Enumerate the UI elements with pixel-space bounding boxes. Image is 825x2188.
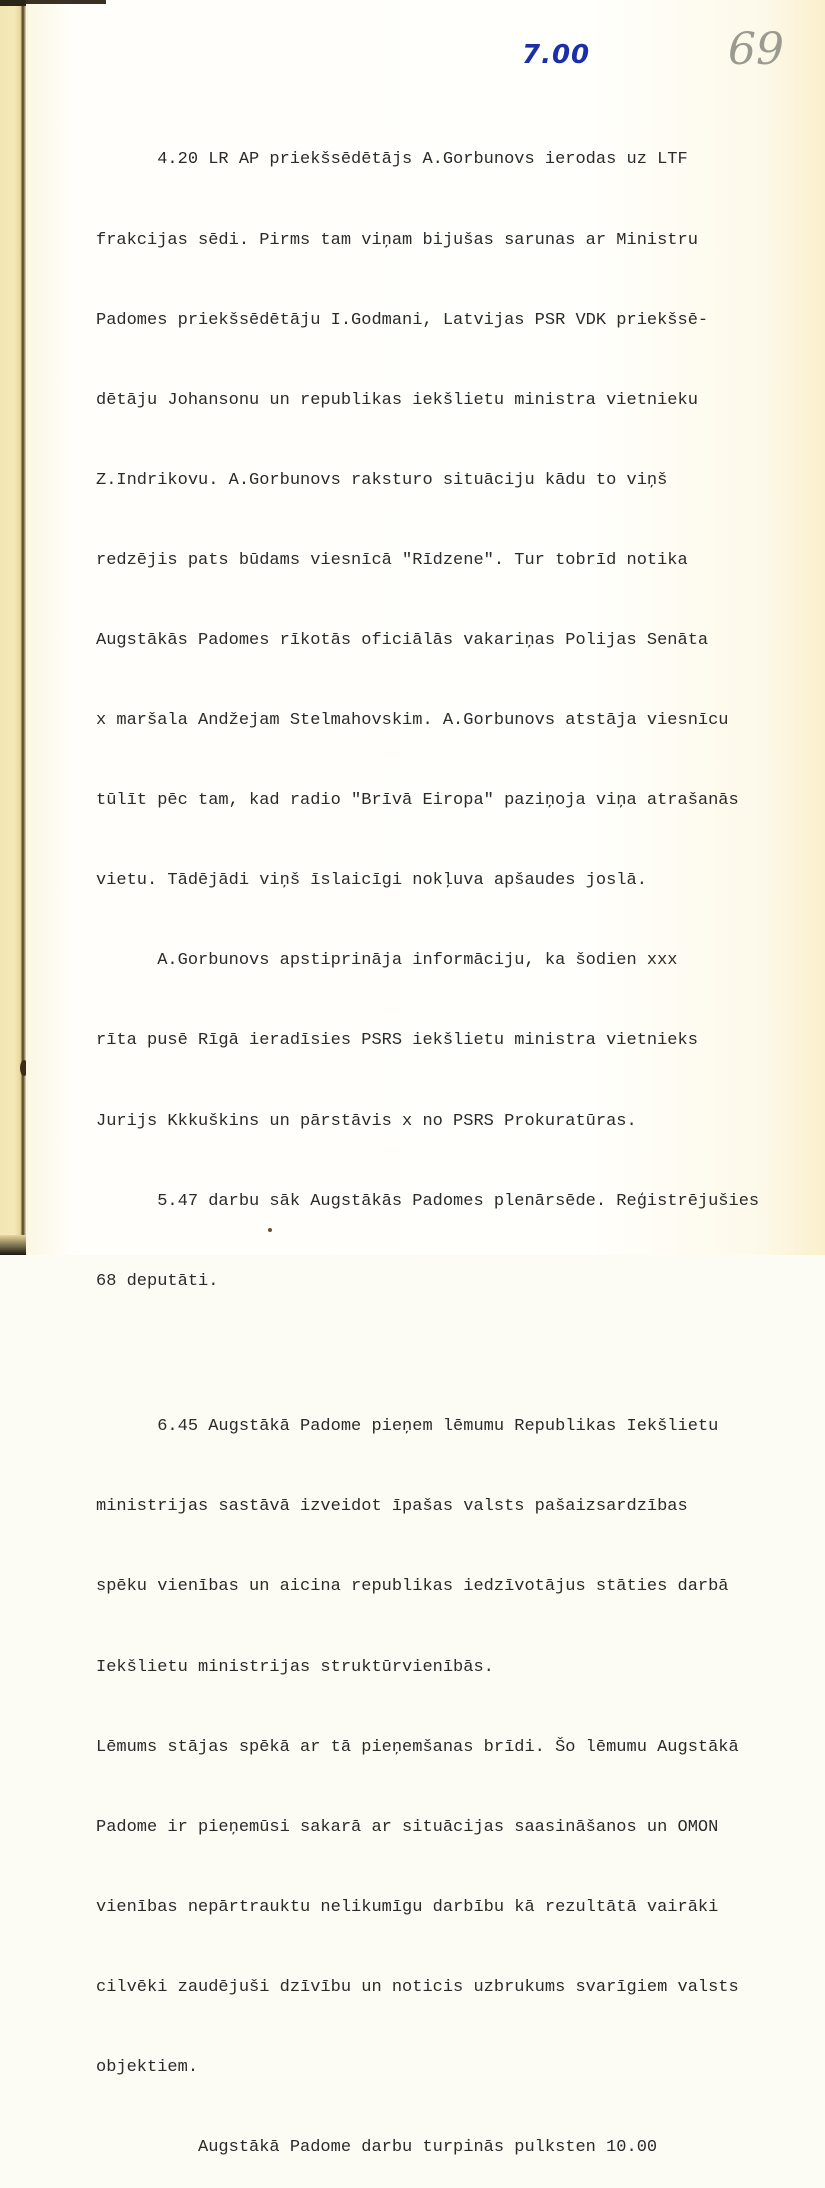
time-stamp: 7.00 [522,40,591,70]
binding-top-edge [0,0,26,6]
text-line: ministrijas sastāvā izveidot īpašas valsts pašaizsardzības [96,1497,688,1517]
text-line: 68 deputāti. [96,1271,219,1291]
text-line: vietu. Tādējādi viņš īslaicīgi nokļuva apšaudes joslā. [96,871,647,891]
text-line: tūlīt pēc tam, kad radio "Brīvā Eiropa" paziņoja viņa atrašanās [96,791,739,811]
text-line: Augstākās Padomes rīkotās oficiālās vakariņas Polijas Senāta [96,630,709,650]
text-line: vienības nepārtrauktu nelikumīgu darbību kā rezultātā vairāki [96,1897,719,1917]
text-line: A.Gorbunovs apstiprināja informāciju, ka šodien xxx [96,951,678,971]
text-line: 4.20 LR AP priekšsēdētājs A.Gorbunovs ierodas uz LTF [96,150,688,170]
text-line: Iekšlietu ministrijas struktūrvienībās. [96,1657,494,1677]
text-line: Lēmums stājas spēkā ar tā pieņemšanas brīdi. Šo lēmumu Augstākā [96,1737,739,1757]
text-line: Augstākā Padome darbu turpinās pulksten 10.00 [96,2138,658,2158]
handwritten-page-number: 69 [728,24,784,75]
text-line: rīta pusē Rīgā ieradīsies PSRS iekšlietu ministra vietnieks [96,1031,698,1051]
text-line: 5.47 darbu sāk Augstākās Padomes plenārsēde. Reģistrējušies [96,1191,760,1211]
text-line: x maršala Andžejam Stelmahovskim. A.Gorbunovs atstāja viesnīcu [96,711,729,731]
text-line: Jurijs Kkkuškins un pārstāvis x no PSRS Prokuratūras. [96,1111,637,1131]
text-line: spēku vienības un aicina republikas iedzīvotājus stāties darbā [96,1577,729,1597]
text-line: Z.Indrikovu. A.Gorbunovs raksturo situāciju kādu to viņš [96,470,668,490]
page-top-edge [26,0,106,4]
text-line: dētāju Johansonu un republikas iekšlietu ministra vietnieku [96,390,698,410]
typewritten-body [96,94,816,2188]
text-line: Padomes priekšsēdētāju I.Godmani, Latvijas PSR VDK priekšsē- [96,310,709,330]
text-line: 6.45 Augstākā Padome pieņem lēmumu Republikas Iekšlietu [96,1417,719,1437]
text-line: redzējis pats būdams viesnīcā "Rīdzene". Tur tobrīd notika [96,550,688,570]
text-line: frakcijas sēdi. Pirms tam viņam bijušas sarunas ar Ministru [96,230,698,250]
paragraph-gap [96,1349,816,1361]
ink-speck [268,1228,272,1232]
text-line: cilvēki zaudējuši dzīvību un noticis uzbrukums svarīgiem valsts [96,1977,739,1997]
text-line: objektiem. [96,2057,199,2077]
text-line: Padome ir pieņemūsi sakarā ar situācijas saasināšanos un OMON [96,1817,719,1837]
binding-bottom-edge [0,1235,26,1255]
